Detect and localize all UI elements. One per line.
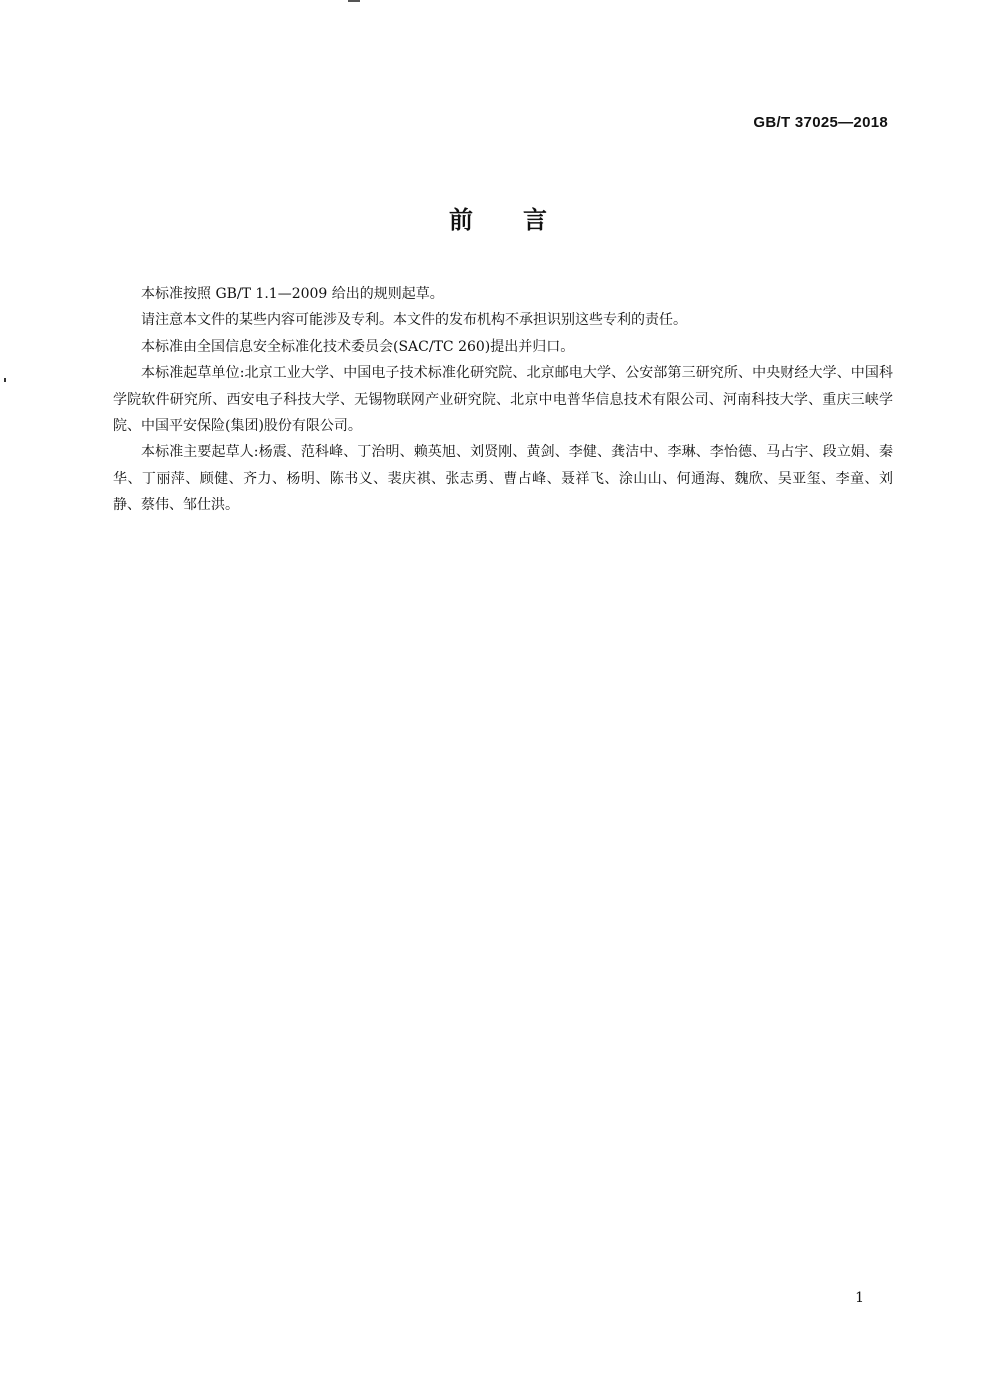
scan-artifact bbox=[4, 378, 6, 382]
scan-artifact bbox=[348, 0, 360, 2]
page-number: 1 bbox=[855, 1290, 864, 1306]
paragraph-proposer: 本标准由全国信息安全标准化技术委员会(SAC/TC 260)提出并归口。 bbox=[141, 338, 575, 355]
paragraph-drafting-rules: 本标准按照 GB/T 1.1—2009 给出的规则起草。 bbox=[141, 286, 444, 302]
standard-code: GB/T 37025—2018 bbox=[753, 114, 888, 131]
page-title: 前言 bbox=[449, 206, 597, 234]
paragraph-drafters: 本标准主要起草人:杨震、范科峰、丁治明、赖英旭、刘贤刚、黄剑、李健、龚洁中、李琳、李怡德、马占宇、段立娟、秦华、丁丽萍、顾健、齐力、杨明、陈书义、裴庆祺、张志勇、曹占峰、聂祥飞、涂山山、何通海、魏欣、吴亚玺、李童、刘静、蔡伟、邹仕洪。 bbox=[113, 444, 893, 514]
foreword-body bbox=[113, 281, 893, 519]
paragraph-patent-notice: 请注意本文件的某些内容可能涉及专利。本文件的发布机构不承担识别这些专利的责任。 bbox=[141, 312, 687, 329]
paragraph-drafting-organizations: 本标准起草单位:北京工业大学、中国电子技术标准化研究院、北京邮电大学、公安部第三研究所、中央财经大学、中国科学院软件研究所、西安电子科技大学、无锡物联网产业研究院、北京中电普华信息技术有限公司、河南科技大学、重庆三峡学院、中国平安保险(集团)股份有限公司。 bbox=[113, 365, 893, 435]
